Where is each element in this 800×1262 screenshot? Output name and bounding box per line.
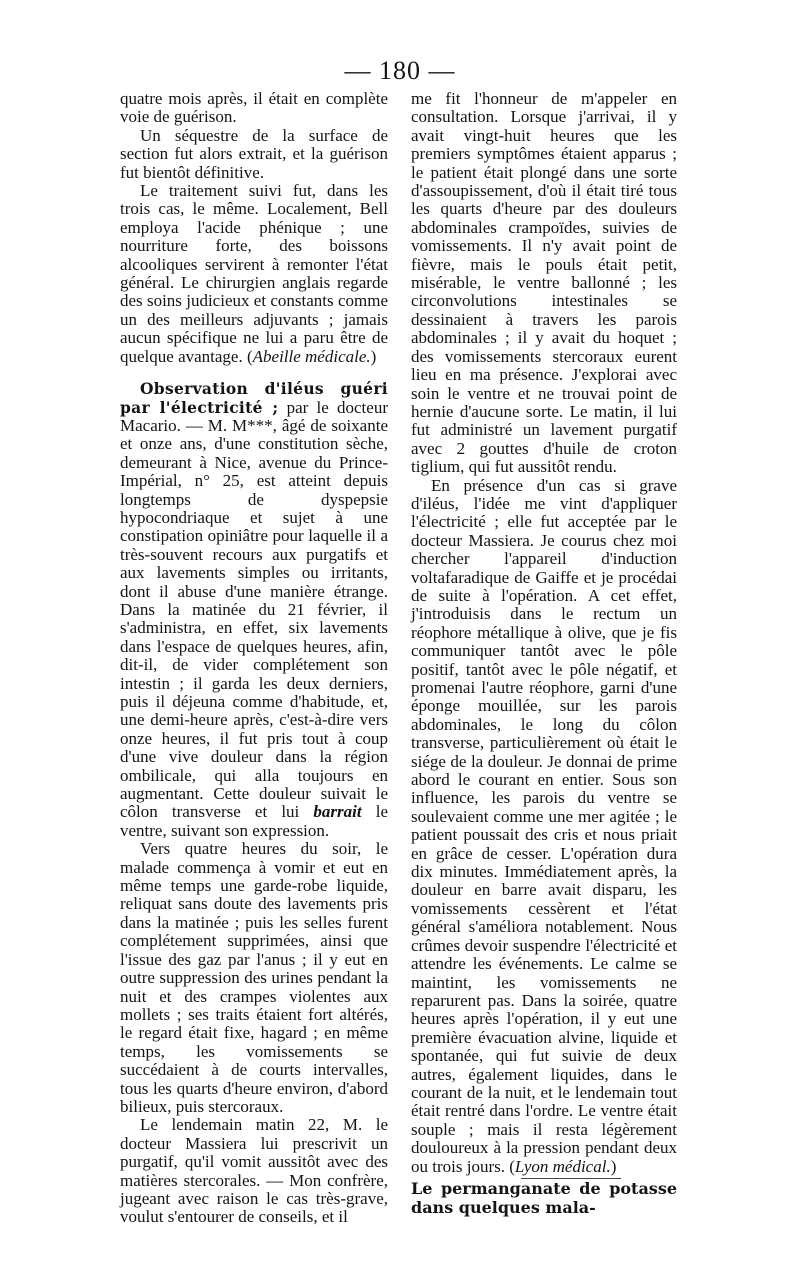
paragraph-text: par le docteur Macario. — M. M***, âgé de soixante et onze ans, d'une constitution sèche, demeurant à Nice, avenue du Prince-Impérial, n° 25, est atteint depuis longtemps de dyspepsie hypocondriaque et sujet à une constipation opiniâtre pour laquelle il a très-souvent recours aux purgatifs et aux lavements simples ou irritants, dont il abuse d'une manière étrange. Dans la matinée du 21 février, il s'administra, en effet, six lavements dans l'espace de quelques heures, afin, dit-il, de vider complétement son intestin ; il garda les deux derniers, puis il déjeuna comme d'habitude, et, une demi-heure après, c'est-à-dire vers onze heures, il fut pris tout à coup d'une vive douleur dans la région ombilicale, qui alla toujours en augmentant. Cette douleur suivait le côlon transverse et lui	[120, 397, 388, 822]
paragraph	[411, 477, 677, 1176]
paragraph: Vers quatre heures du soir, le malade commença à vomir et eut en même temps une garde-robe liquide, reliquat sans doute des lavements pris dans la matinée ; puis les selles furent complétement supprimées, ainsi que l'issue des gaz par l'anus ; il y eut en outre suppression des urines pendant la nuit et des crampes violentes aux mollets ; ses traits étaient fort altérés, le regard était fixe, hagard ; en même temps, les vomissements se succédaient à de courts intervalles, tous les quarts d'heure environ, d'abord bilieux, puis stercoraux.	[120, 839, 388, 1116]
paragraph-text: Le traitement suivi fut, dans les trois cas, le même. Localement, Bell employa l'acide phénique ; une nourriture forte, des boissons alcooliques servirent à remonter l'état général. Le chirurgien anglais regarde des soins judicieux et constants comme un des meilleurs adjuvants ; jamais aucun spécifique ne lui a paru être de quelque avantage. (	[120, 181, 388, 366]
paragraph-text: En présence d'un cas si grave d'iléus, l'idée me vint d'appliquer l'électricité ; elle fut acceptée par le docteur Massiera. Je courus chez moi chercher l'appareil d'induction voltafaradique de Gaiffe et je procédai de suite à l'opération. A cet effet, j'introduisis dans le rectum un réophore métallique à olive, que je fis communiquer tantôt avec le pôle positif, tantôt avec le pôle négatif, et promenai l'autre réophore, garni d'une éponge mouillée, sur les parois abdominales, le long du côlon transverse, particulièrement où était le siége de la douleur. Je donnai de prime abord le courant en entier. Sous son influence, les parois du ventre se soulevaient comme une mer agitée ; le patient poussait des cris et nous priait en grâce de cesser. L'opération dura dix minutes. Immédiatement après, la douleur en barre avait disparu, les vomissements cessèrent et l'état général s'améliora notablement. Nous crûmes devoir suspendre l'électricité et attendre les événements. Le calme se maintint, les vomissements ne reparurent pas. Dans la soirée, quatre heures après l'opération, il y eut une première évacuation alvine, liquide et spontanée, qui fut suivie de deux autres, également liquides, dans le courant de la nuit, et le lendemain tout était rentré dans l'ordre. Le ventre était souple ; mais il resta légèrement douloureux à la pression pendant deux ou trois jours. (	[411, 475, 677, 1176]
next-section-heading: Le permanganate de potasse dans quelques mala-	[411, 1178, 677, 1217]
paragraph-end: )	[610, 1156, 617, 1176]
paragraph: Le lendemain matin 22, M. le docteur Massiera lui prescrivit un purgatif, qu'il vomit aussitôt avec des matières stercorales. — Mon confrère, jugeant avec raison le cas très-grave, voulut s'entourer de conseils, et il	[120, 1115, 388, 1227]
source-citation: Abeille médicale.	[252, 346, 371, 366]
paragraph-end: )	[370, 346, 377, 366]
source-citation: Lyon médical.	[514, 1156, 611, 1176]
paragraph: Un séquestre de la surface de section fut alors extrait, et la guérison fut bientôt définitive.	[120, 125, 388, 182]
right-column	[411, 90, 677, 1217]
emphasis-word: barrait	[313, 802, 362, 822]
page-number: — 180 —	[344, 56, 456, 85]
observation-paragraph	[120, 380, 388, 840]
left-column	[120, 90, 388, 1227]
paragraph: quatre mois après, il était en complète voie de guérison.	[120, 89, 388, 127]
paragraph: me fit l'honneur de m'appeler en consultation. Lorsque j'arrivai, il y avait vingt-huit heures que les premiers symptômes étaient apparus ; le patient était plongé dans une sorte d'assoupissement, d'où il était tiré tous les quarts d'heure par des douleurs abdominales crampoïdes, suivies de vomissements. Il n'y avait point de fièvre, mais le pouls était petit, misérable, le ventre ballonné ; les circonvolutions intestinales se dessinaient à travers les parois abdominales ; il y avait du hoquet ; des vomissements stercoraux eurent lieu en ma présence. J'explorai avec soin le ventre et ne trouvai point de hernie d'aucune sorte. Le matin, il lui fut administré un lavement purgatif avec 2 gouttes d'huile de croton tiglium, qui fut aussitôt rendu.	[411, 89, 677, 477]
section-heading: Observation d'iléus guéri par l'électricité ;	[120, 379, 388, 417]
paragraph	[120, 182, 388, 366]
paragraph-end: le ventre, suivant son expression.	[120, 802, 388, 840]
